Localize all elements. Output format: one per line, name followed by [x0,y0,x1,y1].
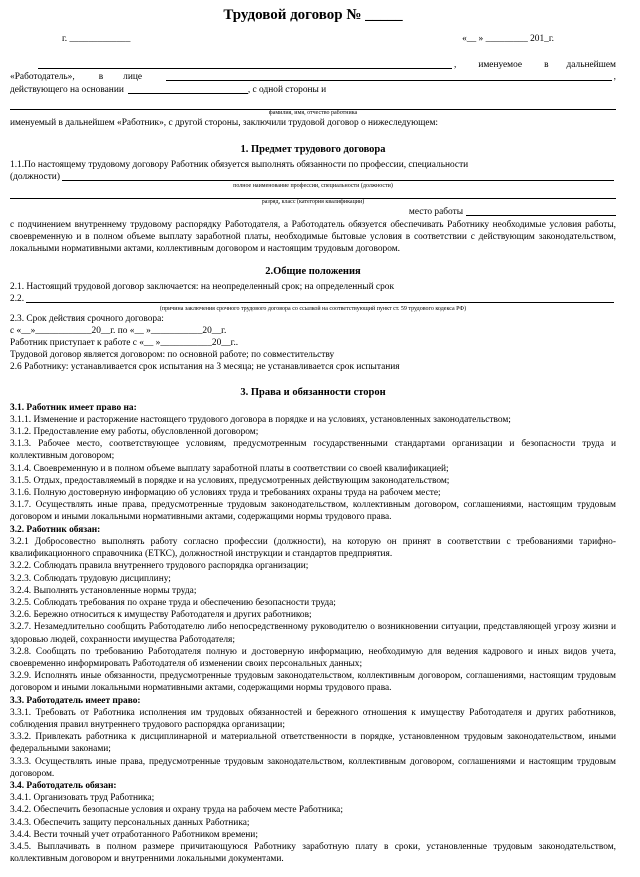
clause-item: 3.4.2. Обеспечить безопасные условия и охрану труда на рабочем месте Работника; [10,805,343,816]
clause-item: 3.2.2. Соблюдать правила внутреннего трудового распорядка организации; [10,561,309,572]
section-3-heading: 3. Права и обязанности сторон [240,386,386,398]
clause-item: 3.4.1. Организовать труд Работника; [10,793,155,804]
intro-employer-label: «Работодатель», [10,72,75,83]
date-field[interactable]: «__ » _________ 201_г. [462,34,554,44]
clause-item: 3.1.3. Рабочее место, соответствующее условиям, предусмотренным государственными стандартами организации и безопасности труда и коллективным договором; [10,439,616,462]
intro-line1-named: именуемое [478,60,523,71]
subsection-heading: 3.4. Работодатель обязан: [10,780,117,791]
clause-item: 3.1.6. Полную достоверную информацию об условиях труда и требованиях охраны труда на рабочем месте; [10,488,441,499]
employer-name-field[interactable] [38,59,452,69]
grade-caption: разряд, класс (категория квалификации) [261,199,365,206]
clause-item: 3.4.5. Выплачивать в полном размере причитающуюся Работнику заработную плату в сроки, установленные трудовым законодательством, коллективным договором и внутренними локальными документами. [10,841,616,865]
clause-item: 3.1.7. Осуществлять иные права, предусмотренные трудовым законодательством, коллективным договором, соглашениями, настоящим трудовым договором и иными локальными нормативными актами, содержащими нормы трудового права. [10,500,616,523]
s1-p2: с подчинением внутреннему трудовому распорядку Работодателя, а Работодатель обязуется обеспечивать Работнику необходимые условия работы, своевременную и в полном объеме выплату заработной платы, необходимые бытовые условия в соответствии с действующим законодательством, локальными нормативными актами, коллективным договором и настоящим трудовым договором. [10,219,616,255]
clause-item: 3.2.6. Бережно относиться к имуществу Работодателя и других работников; [10,610,312,621]
employee-name-caption: фамилия, имя, отчество работника [268,109,358,116]
basis-field[interactable] [128,84,248,94]
clause-item: 3.3.2. Привлекать работника к дисциплинарной и материальной ответственности в порядке, установленном трудовым законодательством, иными федеральными законами; [10,732,616,755]
clause-item: 3.2.3. Соблюдать трудовую дисциплину; [10,573,171,584]
intro-one-side: , с одной стороны и [247,84,327,95]
city-field[interactable]: г. _____________ [62,34,131,44]
intro-line-3 [10,84,616,96]
clause-item: 3.1.2. Предоставление ему работы, обусловленной договором; [10,427,259,438]
intro-line-1 [10,59,616,71]
clause-item: 3.2.4. Выполнять установленные нормы труда; [10,585,197,596]
subsection-heading: 3.2. Работник обязан: [10,524,101,535]
clause-item: 3.1.5. Отдых, предоставляемый в порядке и на условиях, предусмотренных действующим законодательством; [10,475,450,486]
position-caption: полное наименование профессии, специальности (должности) [233,183,393,190]
intro-line-4: именуемый в дальнейшем «Работник», с другой стороны, заключили трудовой договор о нижеследующем: [10,117,439,128]
fixed-term-reason-field[interactable] [26,293,614,303]
intro-line2-end: , [613,72,616,83]
section-2-heading: 2.Общие положения [265,266,361,278]
clause-item: 3.2.8. Сообщать по требованию Работодателя полную и достоверную информацию, необходимую для ведения кадрового и иных видов учета, своевременно информировать Работодателя об изменении своих персональных данных; [10,646,616,669]
intro-in: в [98,72,104,83]
position-field[interactable] [62,171,614,181]
fixed-term-caption: (причина заключения срочного трудового договора со ссылкой на соответствующий пункт ст. 59 трудового кодекса РФ) [159,305,467,312]
s2-p5: Работник приступает к работе с «__ »___________20__г.. [10,338,239,349]
clause-item: 3.3.1. Требовать от Работника исполнения им трудовых обязанностей и бережного отношения к имуществу Работодателя и других работников, соблюдения правил внутреннего трудового распорядка организации; [10,707,616,730]
s1-p1: 1.1.По настоящему трудовому договору Работник обязуется выполнять обязанности по профессии, специальности [10,160,469,171]
document-title: Трудовой договор № _____ [223,7,403,23]
section-1-heading: 1. Предмет трудового договора [240,144,386,156]
clause-item: 3.2.7. Незамедлительно сообщить Работодателю либо непосредственному руководителю о возникновении ситуации, представляющей угрозу жизни и здоровью людей, сохранности имущества Работодателя; [10,622,616,645]
representative-field[interactable] [166,71,612,81]
clause-item: 3.2.9. Исполнять иные обязанности, предусмотренные трудовым законодательством, коллективным договором, соглашениями, настоящим трудовым договором и иными локальными нормативными актами, содержащими нормы трудового права. [10,671,616,694]
workplace-row [10,206,616,218]
clause-item: 3.1.1. Изменение и расторжение настоящего трудового договора в порядке и на условиях, установленных законодательством; [10,414,511,425]
s2-p2-label: 2.2. [10,294,25,305]
intro-line-2 [10,71,616,83]
clause-item: 3.3.3. Осуществлять иные права, предусмотренные трудовым законодательством, коллективным договором, соглашениями и настоящим трудовым договором. [10,756,616,779]
intro-person: лице [123,72,143,83]
intro-line1-further: дальнейшем [566,60,616,71]
s1-position-row [10,171,616,183]
clause-item: 3.4.4. Вести точный учет отработанного Работником времени; [10,829,258,840]
workplace-label: место работы [408,207,463,218]
employee-name-field[interactable] [10,98,616,110]
place-date-row [10,33,616,45]
s2-p1: 2.1. Настоящий трудовой договор заключается: на неопределенный срок; на определенный срок [10,282,395,293]
subsection-heading: 3.3. Работодатель имеет право: [10,695,141,706]
intro-basis-label: действующего на основании [10,84,124,95]
intro-line1-end: , [453,60,457,71]
clause-item: 3.2.1 Добросовестно выполнять работу согласно профессии (должности), на которую он принят в соответствии с требованиями тарифно-квалификационного справочника (ЕТКС), должностной инструкции и стандартов предприятия. [10,536,616,560]
workplace-field[interactable] [466,206,616,216]
subsection-heading: 3.1. Работник имеет право на: [10,402,137,413]
s2-p3: 2.3. Срок действия срочного договора: [10,313,164,324]
s1-position-label: (должности) [10,172,60,183]
intro-line1-in: в [544,60,549,71]
contract-document [10,6,616,865]
s2-p2-row [10,293,616,305]
clause-item: 3.2.5. Соблюдать требования по охране труда и обеспечению безопасности труда; [10,597,336,608]
clause-item: 3.1.4. Своевременную и в полном объеме выплату заработной платы в соответствии со своей квалификацией; [10,463,449,474]
section-3-list [10,402,616,866]
s2-p6: Трудовой договор является договором: по основной работе; по совместительству [10,350,335,361]
s2-p7: 2.6 Работнику: устанавливается срок испытания на 3 месяца; не устанавливается срок испытания [10,362,400,373]
s2-p4: с «__»____________20__г. по «__ »___________20__г. [10,325,227,336]
clause-item: 3.4.3. Обеспечить защиту персональных данных Работника; [10,817,250,828]
